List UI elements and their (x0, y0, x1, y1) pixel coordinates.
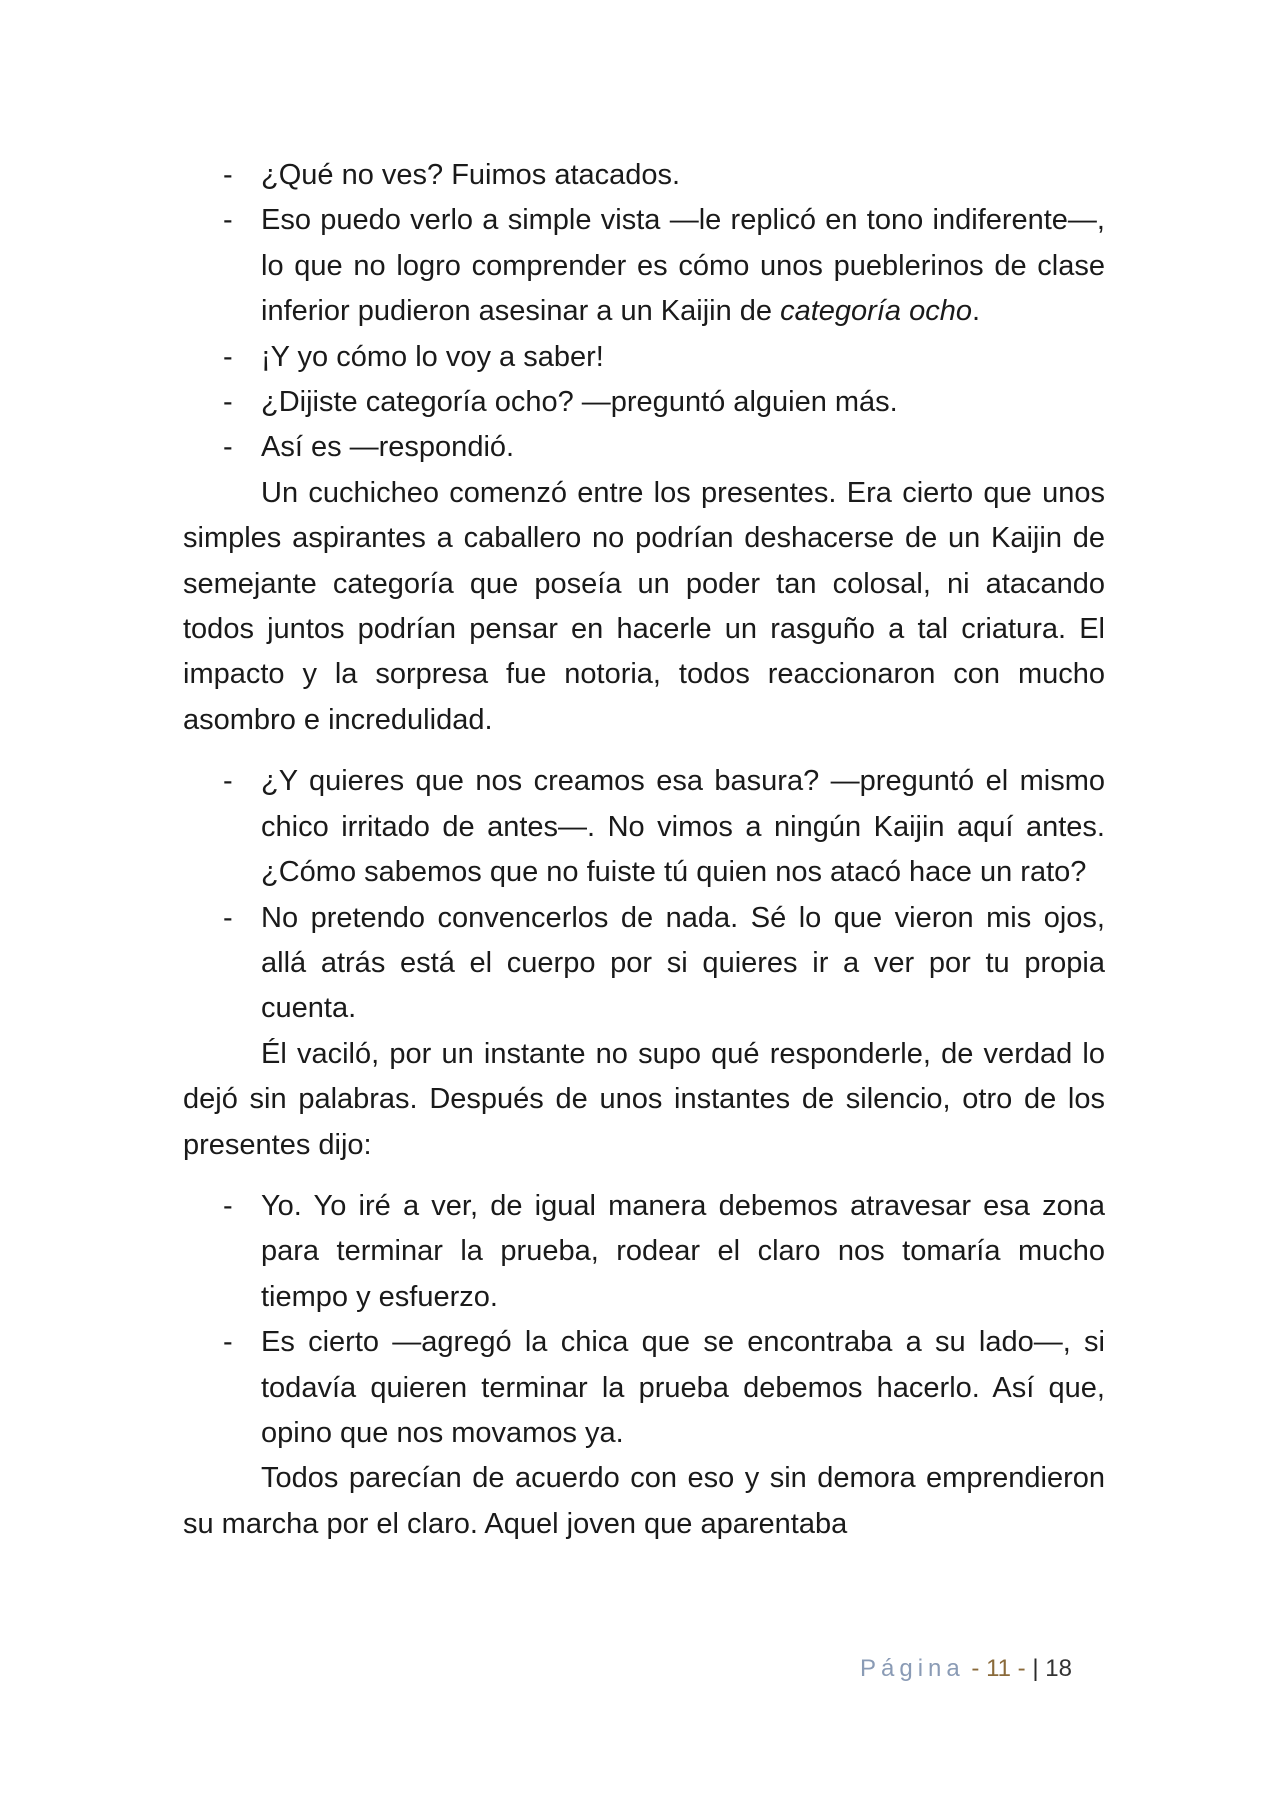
dialogue-line: - No pretendo convencerlos de nada. Sé lo que vieron mis ojos, allá atrás está el cuerpo por si quieres ir a ver por tu propia cuenta. (183, 896, 1105, 1032)
italic-term: categoría ocho (780, 295, 972, 328)
dialogue-line: - Así es —respondió. (183, 425, 1105, 470)
dialogue-line: - Yo. Yo iré a ver, de igual manera debemos atravesar esa zona para terminar la prueba, rodear el claro nos tomaría mucho tiempo y esfuerzo. (183, 1184, 1105, 1320)
dialogue-line: - Eso puedo verlo a simple vista —le replicó en tono indiferente—, lo que no logro comprender es cómo unos pueblerinos de clase inferior pudieron asesinar a un Kaijin de categoría ocho. (183, 198, 1105, 334)
dialogue-dash: - (223, 431, 233, 464)
dialogue-dash: - (223, 340, 233, 373)
narrative-paragraph: Un cuchicheo comenzó entre los presentes. Era cierto que unos simples aspirantes a caballero no podrían deshacerse de un Kaijin de semejante categoría que poseía un poder tan colosal, ni atacando todos juntos podrían pensar en hacerle un rasguño a tal criatura. El impacto y la sorpresa fue notoria, todos reaccionaron con mucho asombro e incredulidad. (183, 476, 1105, 736)
dialogue-line: - ¡Y yo cómo lo voy a saber! (183, 335, 1105, 380)
dialogue-dash: - (223, 901, 233, 934)
footer-separator: | (1032, 1655, 1039, 1682)
dialogue-line: - ¿Qué no ves? Fuimos atacados. (183, 153, 1105, 198)
narrative-paragraph: Todos parecían de acuerdo con eso y sin demora emprendieron su marcha por el claro. Aquel joven que aparentaba (183, 1462, 1105, 1540)
footer-label: Página (860, 1655, 965, 1682)
dialogue-dash: - (223, 204, 233, 237)
page-total: 18 (1045, 1655, 1072, 1682)
page-number: - 11 - (971, 1655, 1026, 1682)
page-footer (860, 1655, 1072, 1683)
dialogue-dash: - (223, 386, 233, 419)
dialogue-line: - ¿Y quieres que nos creamos esa basura? —preguntó el mismo chico irritado de antes—. No vimos a ningún Kaijin aquí antes. ¿Cómo sabemos que no fuiste tú quien nos atacó hace un rato? (183, 759, 1105, 895)
dialogue-line: - Es cierto —agregó la chica que se encontraba a su lado—, si todavía quieren terminar la prueba debemos hacerlo. Así que, opino que nos movamos ya. (183, 1320, 1105, 1456)
dialogue-dash: - (223, 1189, 233, 1222)
dialogue-dash: - (223, 1326, 233, 1359)
dialogue-dash: - (223, 159, 233, 191)
dialogue-line: - ¿Dijiste categoría ocho? —preguntó alguien más. (183, 380, 1105, 425)
dialogue-dash: - (223, 765, 233, 798)
narrative-paragraph: Él vaciló, por un instante no supo qué responderle, de verdad lo dejó sin palabras. Después de unos instantes de silencio, otro de los presentes dijo: (183, 1037, 1105, 1161)
body-text (183, 153, 1105, 1547)
